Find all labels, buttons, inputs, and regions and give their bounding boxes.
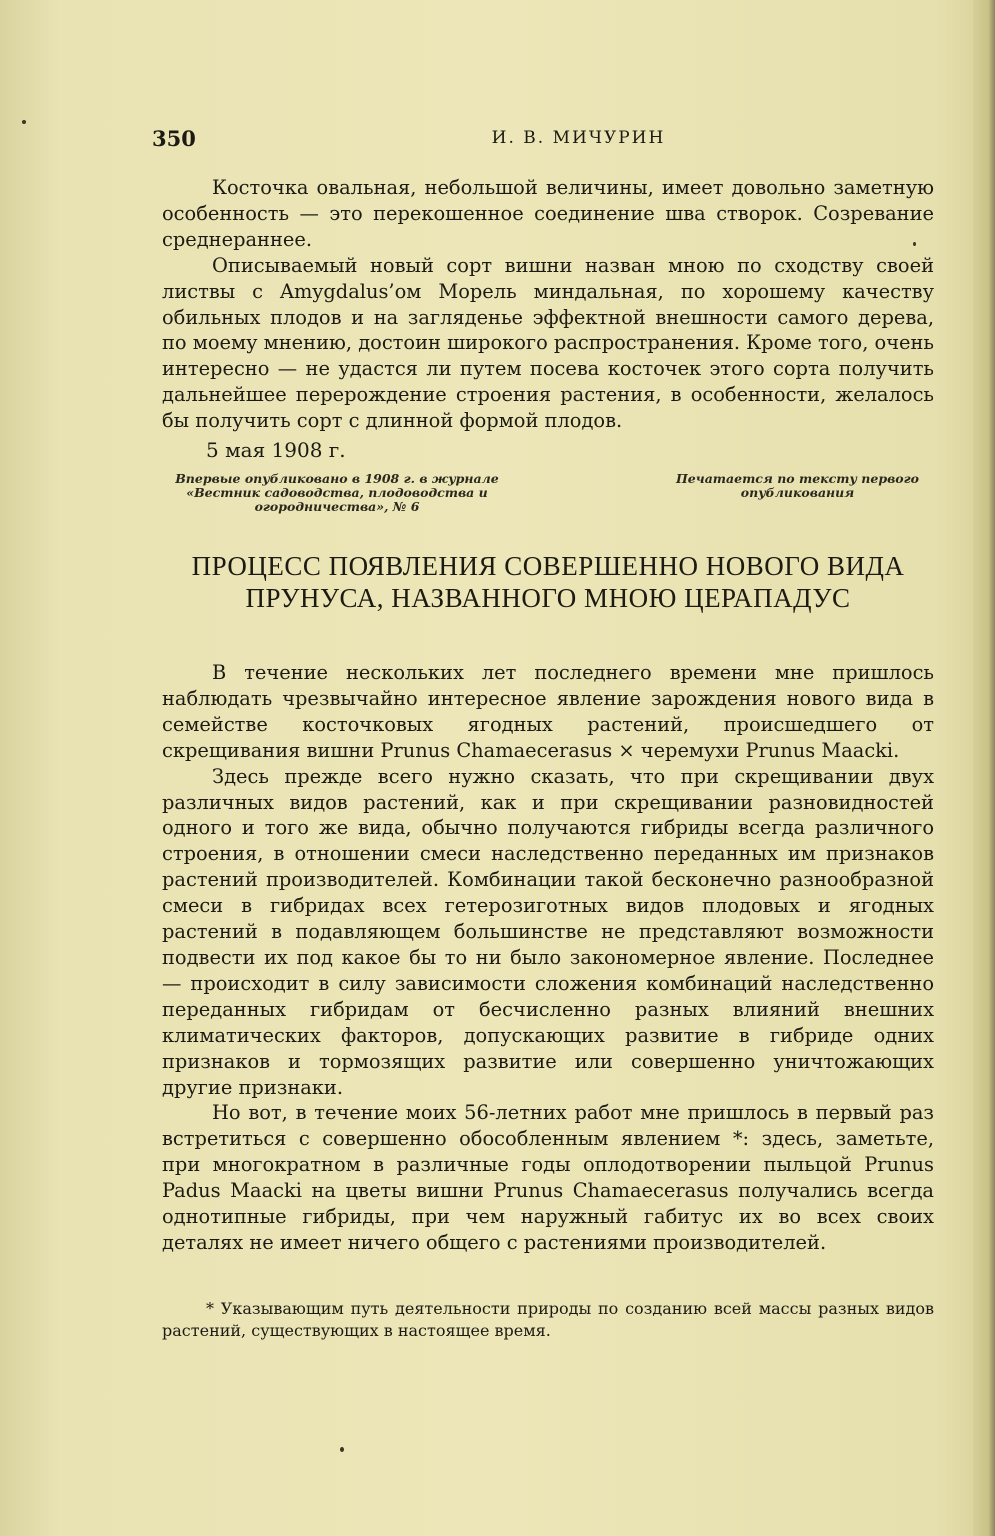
article1-body: [162, 175, 934, 434]
running-head: [152, 126, 935, 152]
paragraph: Но вот, в течение моих 56-летних работ мне пришлось в первый раз встретиться с совершенно обособленным явлением *: здесь, заметьте, при многократном в различные годы оплодотворении пыльцой Prunus Padus Maacki на цветы вишни Prunus Chamaecerasus получались всегда однотипные гибриды, при чем наружный габитус их во всех своих деталях не имеет ничего общего с растениями производителей.: [162, 1101, 934, 1254]
paper-speck: [340, 1447, 344, 1452]
publication-note: Впервые опубликовано в 1908 г. в журнале «Вестник садоводства, плодоводства и огородничества», № 6: [175, 471, 499, 514]
page-edge: [973, 0, 995, 1536]
footnote-text: * Указывающим путь деятельности природы по созданию всей массы разных видов растений, существующих в настоящее время.: [162, 1299, 934, 1340]
paragraph: Косточка овальная, небольшой величины, имеет довольно заметную особенность — это перекошенное соединение шва створок. Созревание среднераннее.: [162, 176, 934, 251]
footnote: [162, 1298, 934, 1342]
article-date: 5 мая 1908 г.: [206, 438, 346, 462]
running-title: И. В. МИЧУРИН: [491, 128, 666, 148]
paragraph: Здесь прежде всего нужно сказать, что при скрещивании двух различных видов растений, как и при скрещивании разновидностей одного и того же вида, обычно получаются гибриды всегда различного строения, в отношении смеси наследственно переданных им признаков растений производителей. Комбинации такой бесконечно разнообразной смеси в гибридах всех гетерозиготных видов плодовых и ягодных растений в подавляющем большинстве не представляют возможности подвести их под какое бы то ни было закономерное явление. Последнее — происходит в силу зависимости сложения комбинаций наследственно переданных гибридам от бесчисленно разных влияний внешних климатических факторов, допускающих развитие в гибриде одних признаков и тормозящих развитие или совершенно уничтожающих другие признаки.: [162, 764, 934, 1099]
article-title: ПРОЦЕСС ПОЯВЛЕНИЯ СОВЕРШЕННО НОВОГО ВИДА ПРУНУСА, НАЗВАННОГО МНОЮ ЦЕРАПАДУС: [191, 551, 905, 613]
paragraph: Описываемый новый сорт вишни назван мною по сходству своей листвы с Amygdalus’ом Морель миндальная, по хорошему качеству обильных плодов и на загляденье эффектной внешности самого дерева, по моему мнению, достоин широкого распространения. Кроме того, очень интересно — не удастся ли путем посева косточек этого сорта получить дальнейшее перерождение строения растения, в особенности, желалось бы получить сорт с длинной формой плодов.: [162, 253, 934, 433]
paragraph: В течение нескольких лет последнего времени мне пришлось наблюдать чрезвычайно интересное явление зарождения нового вида в семействе косточковых ягодных растений, происшедшего от скрещивания вишни Prunus Chamaecerasus × черемухи Prunus Maacki.: [162, 661, 934, 762]
source-note: Печатается по тексту первого опубликования: [676, 471, 919, 500]
page-number: 350: [152, 126, 196, 151]
paper-speck: [22, 120, 26, 124]
article2-body: [162, 660, 934, 1256]
